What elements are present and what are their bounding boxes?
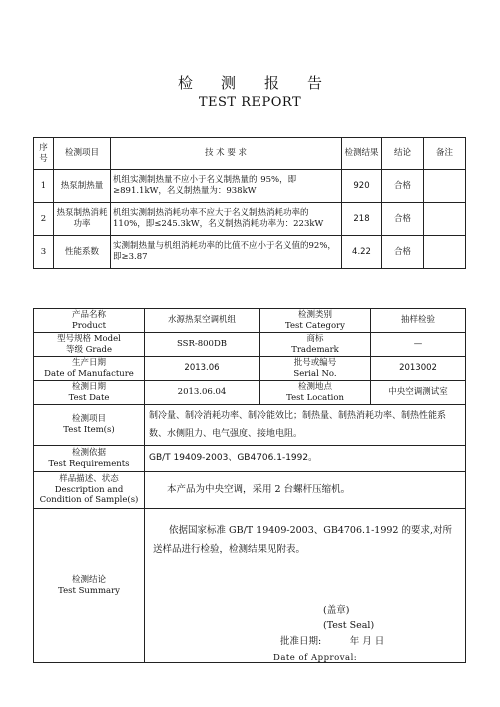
test-basis-label-en: Test Requirements xyxy=(48,458,130,469)
row-product xyxy=(34,309,466,333)
sample-label-en1: Description and xyxy=(54,484,124,495)
product-label-cn: 产品名称 xyxy=(71,309,106,320)
seal-en: (Test Seal) xyxy=(323,620,375,631)
test-basis-label xyxy=(34,446,145,472)
model-value: SSR-800DB xyxy=(145,333,260,357)
report-title-cn: 检测报告 xyxy=(177,74,350,92)
row-item: 热泵制热消耗功率 xyxy=(54,203,111,236)
row-item: 性能系数 xyxy=(54,236,111,269)
row-test-date xyxy=(34,381,466,405)
row-test-items xyxy=(34,405,466,446)
location-value: 中央空调测试室 xyxy=(371,381,466,405)
row-conclusion: 合格 xyxy=(382,203,424,236)
test-items-label-en: Test Item(s) xyxy=(63,425,115,435)
row-remark xyxy=(424,203,466,236)
summary-label-cn: 检测结论 xyxy=(71,574,106,585)
summary-label xyxy=(34,509,145,663)
category-label-en: Test Category xyxy=(285,320,345,331)
product-label xyxy=(34,309,145,333)
row-test-basis xyxy=(34,446,466,472)
test-items-value: 制冷量、制冷消耗功率、制冷能效比；制热量、制热消耗功率、制热性能系数、水侧阻力、电气强度、接地电阻。 xyxy=(145,405,466,446)
row-model xyxy=(34,333,466,357)
summary-text: 依据国家标准 GB/T 19409-2003、GB4706.1-1992 的要求,对所送样品进行检验，检测结果见附表。 xyxy=(153,525,452,555)
table-row xyxy=(34,170,466,203)
trademark-label-cn: 商标 xyxy=(306,333,324,344)
row-requirement: 机组实测制热消耗功率不应大于名义制热消耗功率的110%，即≤245.3kW，名义制热消耗功率为：223kW xyxy=(111,203,342,236)
row-conclusion: 合格 xyxy=(382,236,424,269)
row-requirement: 实测制热量与机组消耗功率的比值不应小于名义值的92%，即≥3.87 xyxy=(111,236,342,269)
row-requirement: 机组实测制热量不应小于名义制热量的 95%，即≥891.1kW，名义制热量为：938kW xyxy=(111,170,342,203)
sample-value: 本产品为中央空调，采用 2 台螺杆压缩机。 xyxy=(145,472,466,509)
serial-value: 2013002 xyxy=(371,357,466,381)
sample-label xyxy=(34,472,145,509)
row-sample xyxy=(34,472,466,509)
category-label-cn: 检测类别 xyxy=(297,309,332,320)
row-result: 920 xyxy=(342,170,382,203)
sample-label-cn: 样品描述、状态 xyxy=(59,474,119,485)
results-header-row xyxy=(34,138,466,170)
product-label-en: Product xyxy=(72,320,106,331)
test-date-label-en: Test Date xyxy=(68,392,110,403)
table-row xyxy=(34,203,466,236)
row-mfg-date xyxy=(34,357,466,381)
row-remark xyxy=(424,236,466,269)
header-result: 检测结果 xyxy=(342,138,382,170)
approval-date-cn: 批准日期: 年 月 日 xyxy=(280,636,385,647)
serial-label-cn: 批号或编号 xyxy=(293,357,337,368)
approval-date-en: Date of Approval: xyxy=(273,653,358,663)
test-basis-value: GB/T 19409-2003、GB4706.1-1992。 xyxy=(145,446,466,472)
info-table xyxy=(33,308,466,663)
trademark-label xyxy=(260,333,371,357)
report-title-en: TEST REPORT xyxy=(198,95,302,110)
test-date-label-cn: 检测日期 xyxy=(71,381,106,392)
category-value: 抽样检验 xyxy=(371,309,466,333)
sample-label-en2: Condition of Sample(s) xyxy=(39,495,139,506)
row-conclusion: 合格 xyxy=(382,170,424,203)
results-table xyxy=(33,137,466,269)
row-summary xyxy=(34,509,466,663)
category-label xyxy=(260,309,371,333)
location-label-en: Test Location xyxy=(286,392,344,403)
location-label xyxy=(260,381,371,405)
summary-label-en: Test Summary xyxy=(58,585,120,596)
seal-cn: (盖章) xyxy=(323,605,350,616)
trademark-value: — xyxy=(371,333,466,357)
model-label xyxy=(34,333,145,357)
model-label-en: 等级 Grade xyxy=(65,344,113,355)
test-date-label xyxy=(34,381,145,405)
product-value: 水源热泵空调机组 xyxy=(145,309,260,333)
summary-cell xyxy=(145,509,466,663)
model-label-cn: 型号规格 Model xyxy=(57,333,121,344)
mfg-date-value: 2013.06 xyxy=(145,357,260,381)
serial-label xyxy=(260,357,371,381)
mfg-date-label-en: Date of Manufacture xyxy=(44,368,134,379)
row-seq: 1 xyxy=(34,170,54,203)
header-requirement: 技 术 要 求 xyxy=(111,138,342,170)
row-remark xyxy=(424,170,466,203)
row-seq: 3 xyxy=(34,236,54,269)
location-label-cn: 检测地点 xyxy=(297,381,332,392)
table-row xyxy=(34,236,466,269)
header-item: 检测项目 xyxy=(54,138,111,170)
serial-label-en: Serial No. xyxy=(293,368,337,379)
test-date-value: 2013.06.04 xyxy=(145,381,260,405)
header-seq: 序号 xyxy=(34,138,54,170)
mfg-date-label xyxy=(34,357,145,381)
row-result: 218 xyxy=(342,203,382,236)
header-remark: 备注 xyxy=(424,138,466,170)
mfg-date-label-cn: 生产日期 xyxy=(71,357,106,368)
row-result: 4.22 xyxy=(342,236,382,269)
trademark-label-en: Trademark xyxy=(291,344,339,355)
test-items-label-cn: 检测项目 xyxy=(71,414,106,425)
test-basis-label-cn: 检测依据 xyxy=(71,447,106,458)
test-items-label xyxy=(34,405,145,446)
header-conclusion: 结论 xyxy=(382,138,424,170)
row-item: 热泵制热量 xyxy=(54,170,111,203)
row-seq: 2 xyxy=(34,203,54,236)
